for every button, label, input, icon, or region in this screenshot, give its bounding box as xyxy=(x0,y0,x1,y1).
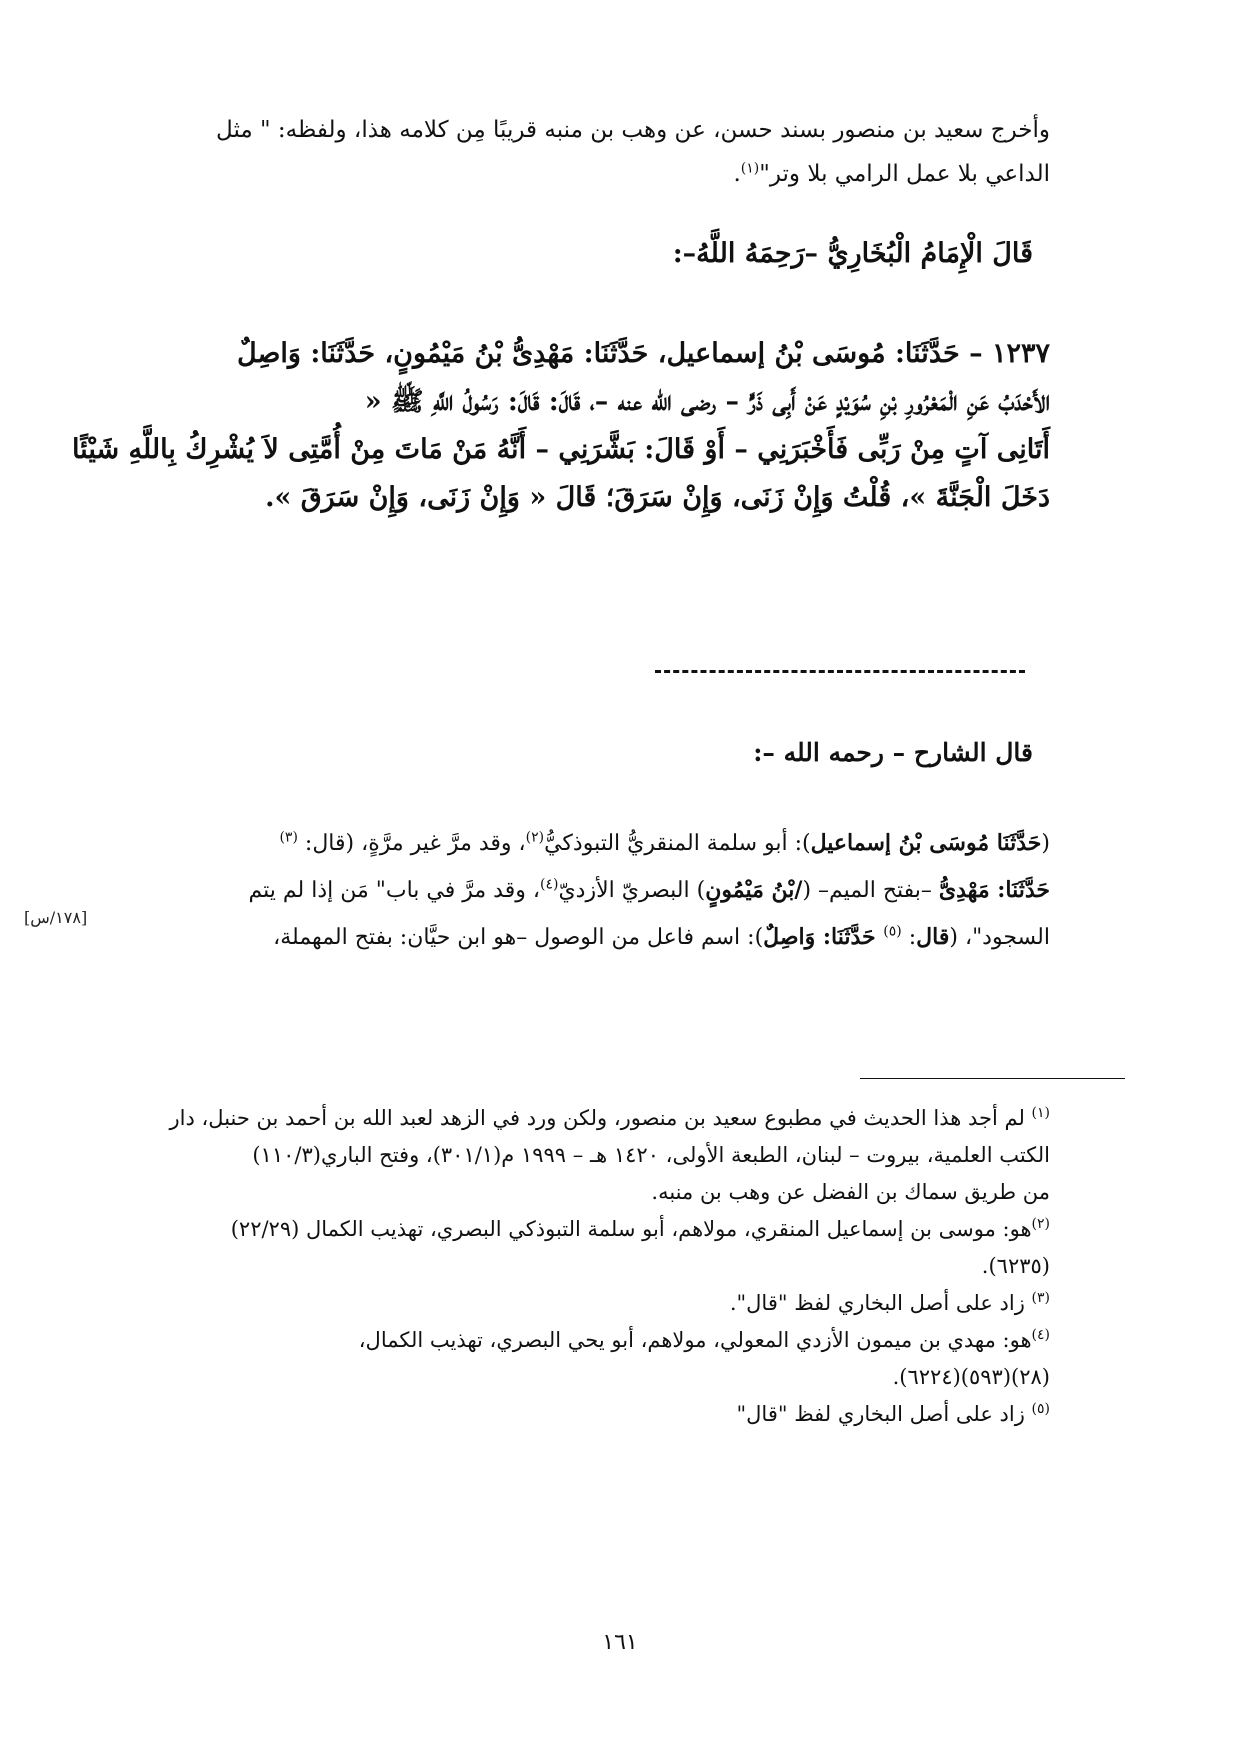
commentary-line-2: حَدَّثَنَا: مَهْدِىُّ –بفتح الميم– (/بْنُ مَيْمُونٍ) البصريّ الأزديّ$^{(٤)}$، وقد مرَّ في باب" مَن إذا لم يتم xyxy=(248,876,1050,903)
manuscript-folio-note: [١٧٨/س] xyxy=(24,908,88,927)
footnote-2-line-1: $^{(٢)}$هو: موسى بن إسماعيل المنقري، مولاهم، أبو سلمة التبوذكي البصري، تهذيب الكمال (٢٢/٢٩) xyxy=(230,1216,1050,1241)
imam-heading: قَالَ الْإِمَامُ الْبُخَارِيُّ –رَحِمَهُ اللَّهُ–: xyxy=(672,238,1033,269)
footnote-4-line-1: $^{(٤)}$هو: مهدي بن ميمون الأزدي المعولي، مولاهم، أبو يحي البصري، تهذيب الكمال، xyxy=(358,1327,1050,1352)
hadith-line-2: الأَحْدَبُ عَنِ الْمَعْرُورِ بْنِ سُوَيْدٍ عَنْ أَبِى ذَرٍّ – رضى الله عنه –، قَالَ: قَالَ: رَسُولُ اللَّهِ ﷺ « xyxy=(364,386,1050,417)
footnote-separator xyxy=(860,1078,1125,1079)
intro-paragraph xyxy=(128,108,1050,196)
footnote-2-line-2: (٦٢٣٥). xyxy=(981,1254,1050,1278)
footnote-marker-3: (٣) xyxy=(1031,1290,1050,1306)
hadith-line-3: أَتَانِى آتٍ مِنْ رَبِّى فَأَخْبَرَنِي – أَوْ قَالَ: بَشَّرَنِي – أَنَّهُ مَنْ مَاتَ مِنْ أُمَّتِى لاَ يُشْرِكُ بِاللَّهِ شَيْئًا xyxy=(71,434,1050,465)
footnote-marker-4: (٤) xyxy=(1031,1327,1050,1343)
footnote-ref-1[interactable]: (١) xyxy=(740,160,760,177)
section-divider xyxy=(655,670,1025,673)
footnote-4-line-2: (٢٨)(٥٩٣)(٦٢٢٤). xyxy=(892,1365,1050,1389)
footnote-marker-1: (١) xyxy=(1031,1105,1050,1121)
commentary-line-1: (حَدَّثَنَا مُوسَى بْنُ إسماعيل): أبو سلمة المنقريُّ التبوذكيُّ$^{(٢)}$، وقد مرَّ غير مرَّةٍ، (قال: $^{(٣)}$ xyxy=(279,829,1050,856)
intro-line-1: وأخرج سعيد بن منصور بسند حسن، عن وهب بن منبه قريبًا مِن كلامه هذا، ولفظه: " مثل xyxy=(216,117,1050,143)
footnote-ref-3[interactable]: (٣) xyxy=(279,829,298,846)
footnote-ref-4[interactable]: (٤) xyxy=(539,876,559,893)
footnote-ref-5[interactable]: (٥) xyxy=(883,923,902,940)
commentary-paragraph xyxy=(128,820,1050,961)
footnote-1-line-3: من طريق سماك بن الفضل عن وهب بن منبه. xyxy=(651,1180,1050,1204)
footnote-3-line-1: $^{(٣)}$ زاد على أصل البخاري لفظ "قال". xyxy=(729,1290,1050,1315)
footnote-1-line-1: $^{(١)}$ لم أجد هذا الحديث في مطبوع سعيد بن منصور، ولكن ورد في الزهد لعبد الله بن أحمد بن حنبل، دار xyxy=(169,1105,1050,1130)
footnote-marker-5: (٥) xyxy=(1031,1401,1050,1417)
footnote-1-line-2: الكتب العلمية، بيروت – لبنان، الطبعة الأولى، ١٤٢٠ هـ – ١٩٩٩ م(٣٠١/١)، وفتح الباري(١١٠/٣) xyxy=(252,1143,1050,1167)
footnote-5-line-1: $^{(٥)}$ زاد على أصل البخاري لفظ "قال" xyxy=(736,1401,1050,1426)
hadith-line-4: دَخَلَ الْجَنَّةَ »، قُلْتُ وَإِنْ زَنَى، وَإِنْ سَرَقَ؛ قَالَ « وَإِنْ زَنَى، وَإِنْ سَرَقَ ». xyxy=(265,482,1050,513)
hadith-text xyxy=(71,330,1050,522)
commentary-line-3: السجود"، (قال: $^{(٥)}$ حَدَّثَنَا: وَاصِلٌ): اسم فاعل من الوصول –هو ابن حيَّان: بفتح المهملة، xyxy=(273,923,1050,950)
hadith-line-1: ١٢٣٧ – حَدَّثَنَا: مُوسَى بْنُ إسماعيل، حَدَّثَنَا: مَهْدِىُّ بْنُ مَيْمُونٍ، حَدَّثَنَا: وَاصِلٌ xyxy=(237,338,1050,369)
sharih-heading: قال الشارح – رحمه الله –: xyxy=(753,738,1033,767)
intro-line-2-text: الداعي بلا عمل الرامي بلا وتر" xyxy=(759,161,1050,187)
footnotes xyxy=(128,1100,1050,1433)
footnote-ref-2[interactable]: (٢) xyxy=(525,829,545,846)
footnote-marker-2: (٢) xyxy=(1031,1216,1050,1232)
page-number: ١٦١ xyxy=(602,1630,638,1655)
intro-line-2: الداعي بلا عمل الرامي بلا وتر"$^{(١)}$. xyxy=(733,160,1050,187)
